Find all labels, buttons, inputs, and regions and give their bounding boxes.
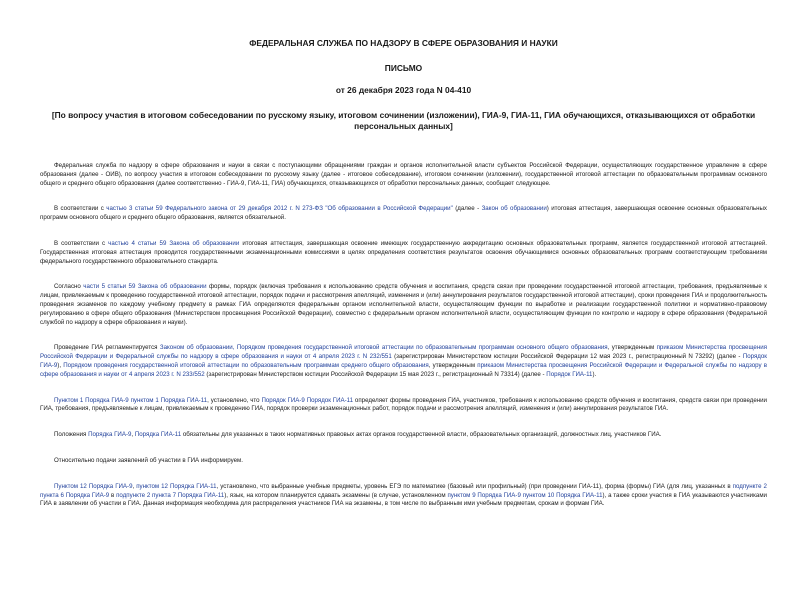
order-link[interactable]: Порядка ГИА-11 bbox=[134, 431, 182, 439]
paragraph-text: (зарегистрирован Министерством юстиции Российской Федерации 12 мая 2023 г., регистрационный N 73292) (далее - bbox=[391, 353, 743, 361]
paragraph-mandatory bbox=[40, 431, 767, 440]
paragraph-regulation bbox=[40, 344, 767, 379]
order-link[interactable]: приказом Министерства просвещения Российской Федерации и Федеральной службы по надзору в сфере образования и науки от 4 апреля 2023 г. N 233/552 bbox=[40, 361, 767, 378]
document-body bbox=[40, 162, 767, 509]
document-page bbox=[0, 38, 807, 609]
paragraph-subjects bbox=[40, 483, 767, 509]
law-link[interactable]: Закон об образовании bbox=[481, 205, 547, 213]
paragraph-text: , утвержденным bbox=[607, 344, 657, 352]
document-type: ПИСЬМО bbox=[384, 63, 423, 73]
paragraph-text: , bbox=[132, 482, 137, 490]
paragraph-text: ), bbox=[57, 361, 64, 369]
order-link[interactable]: Пунктом 12 Порядка ГИА-9 bbox=[54, 482, 133, 490]
paragraph-text: формы, порядок (включая требования к использованию средств обучения и воспитания, средств связи при проведении государственной итоговой аттестации, требования, предъявляемые к лицам, привлекаемым к проведению государственной итоговой аттестации, порядок подачи и рассмотрения апелляций, изменения и (или) аннулирования результатов государственной итоговой аттестации), сроки проведения ГИА и продолжительность проведения экзаменов по каждому учебному предмету в рамках ГИА определяются федеральным органом исполнительной власти, осуществляющим функции по выработке и реализации государственной политики и нормативно-правовому регулированию в сфере общего образования (Министерством просвещения Российской Федерации), совместно с федеральным органом исполнительной власти, осуществляющим функции по контролю и надзору в сфере образования (Федеральной службой по надзору в сфере образования и науки). bbox=[40, 283, 767, 326]
paragraph-law-part4 bbox=[40, 240, 767, 266]
order-link[interactable]: Порядком проведения государственной итоговой аттестации по образовательным программам среднего общего образования bbox=[63, 361, 429, 369]
paragraph-text: Федеральная служба по надзору в сфере образования и науки в связи с поступающими обращениями граждан и органов исполнительной власти субъектов Российской Федерации, осуществляющих государственное управление в сфере образования (далее - ОИВ), по вопросу участия в итоговом собеседовании по русскому языку (далее - итоговое собеседование), итоговом сочинении (изложении), государственной итоговой аттестации по образовательным программам основного общего и среднего общего образования (далее соответственно - ГИА-9, ГИА-11, ГИА) обучающихся, отказывающихся от обработки персональных данных, сообщает следующее. bbox=[40, 162, 767, 187]
law-link[interactable]: частью 4 статьи 59 Закона об образовании bbox=[108, 239, 240, 247]
paragraph-text: обязательны для указанных в таких нормативных правовых актах органов государственной власти, образовательных организаций, должностных лиц, участников ГИА. bbox=[181, 431, 662, 439]
order-link[interactable]: Порядка ГИА-9 bbox=[88, 431, 132, 439]
agency-title: ФЕДЕРАЛЬНАЯ СЛУЖБА ПО НАДЗОРУ В СФЕРЕ ОБРАЗОВАНИЯ И НАУКИ bbox=[249, 38, 558, 48]
paragraph-text: , установлено, что выбранные учебные предметы, уровень ЕГЭ по математике (базовый или профильный) (при проведении ГИА-11), форма (формы) ГИА (для лиц, указанных в bbox=[216, 482, 733, 490]
paragraph-text: В соответствии с bbox=[54, 239, 109, 247]
paragraph-text: ), а также сроки участия в ГИА указываются участниками ГИА в заявлении об участии в ГИА. Данная информация необходима для распределения участников ГИА на экзамены, в том числе по выбранным ими учебным предметам, срокам и формам ГИА. bbox=[40, 491, 767, 508]
order-link[interactable]: Порядок ГИА-11 bbox=[306, 396, 354, 404]
paragraph-text: (далее - bbox=[452, 205, 482, 213]
paragraph-text: ). bbox=[592, 370, 597, 378]
paragraph-text: Проведение ГИА регламентируется bbox=[54, 344, 160, 352]
paragraph-law-part5 bbox=[40, 283, 767, 327]
paragraph-text: Положения bbox=[54, 431, 89, 439]
order-link[interactable]: подпункте 2 пункта 7 Порядка ГИА-11 bbox=[116, 491, 225, 499]
order-link[interactable]: подпункте 2 пункта 6 Порядка ГИА-9 bbox=[40, 482, 767, 499]
paragraph-law-part3 bbox=[40, 205, 767, 223]
paragraph-text: ) итоговая аттестация, завершающая освоение основных образовательных программ основного общего и среднего общего образования, является обязательной. bbox=[40, 205, 768, 222]
paragraph-scope bbox=[40, 397, 767, 415]
order-link[interactable]: приказом Министерства просвещения Российской Федерации и Федеральной службы по надзору в сфере образования и науки от 4 апреля 2023 г. N 232/551 bbox=[40, 344, 767, 361]
paragraph-text: , утвержденным bbox=[428, 361, 478, 369]
paragraph-text: ), язык, на котором планируется сдавать экзамены (в случае, установленном bbox=[224, 491, 448, 499]
paragraph-text: Согласно bbox=[54, 283, 84, 291]
paragraph-intro bbox=[40, 162, 767, 188]
order-link[interactable]: пунктом 10 Порядка ГИА-11 bbox=[522, 491, 603, 499]
paragraph-applications bbox=[40, 457, 767, 466]
law-link[interactable]: части 5 статьи 59 Закона об образовании bbox=[83, 283, 207, 291]
paragraph-text: определяет формы проведения ГИА, участников, требования к использованию средств обучения и воспитания, средств связи при проведении ГИА, требования, предъявляемые к лицам, привлекаемым к проведению ГИА, порядок проверки экзаменационных работ, порядок подачи и рассмотрения апелляций, изменения и (или) аннулирования результатов ГИА. bbox=[40, 396, 767, 413]
order-link[interactable]: пунктом 1 Порядка ГИА-11 bbox=[130, 396, 208, 404]
document-date-number: от 26 декабря 2023 года N 04-410 bbox=[335, 85, 472, 95]
paragraph-text: , установлено, что bbox=[207, 396, 262, 404]
order-link[interactable]: Порядок ГИА-9 bbox=[40, 353, 767, 369]
law-link[interactable]: Законом об образовании, Порядком проведения государственной итоговой аттестации по образовательным программам основного общего образования bbox=[159, 344, 608, 352]
paragraph-text: Относительно подачи заявлений об участии в ГИА информируем. bbox=[54, 456, 243, 464]
order-link[interactable]: Порядок ГИА-9 bbox=[261, 396, 305, 404]
paragraph-text: (зарегистрирован Министерством юстиции Российской Федерации 15 мая 2023 г., регистрационный N 73314) (далее - bbox=[204, 370, 547, 378]
order-link[interactable]: пунктом 12 Порядка ГИА-11 bbox=[136, 482, 217, 490]
law-link[interactable]: частью 3 статьи 59 Федерального закона от 29 декабря 2012 г. N 273-ФЗ "Об образовании в Российской Федерации" bbox=[106, 205, 453, 213]
order-link[interactable]: Порядок ГИА-11 bbox=[546, 370, 593, 378]
paragraph-text: в bbox=[109, 491, 117, 499]
order-link[interactable]: пунктом 9 Порядка ГИА-9 bbox=[447, 491, 521, 499]
paragraph-text: итоговая аттестация, завершающая освоение имеющих государственную аккредитацию основных образовательных программ, является государственной итоговой аттестацией. Государственная итоговая аттестация проводится государственными экзаменационными комиссиями в целях определения соответствия результатов освоения обучающимися основных образовательных программ соответствующим требованиям федерального государственного образовательного стандарта. bbox=[40, 239, 768, 265]
document-subject: [По вопросу участия в итоговом собеседовании по русскому языку, итоговом сочинении (изложении), ГИА-9, ГИА-11, ГИА обучающихся, отказывающихся от обработки персональных данных] bbox=[51, 110, 756, 131]
paragraph-text: , bbox=[131, 431, 135, 439]
order-link[interactable]: Пунктом 1 Порядка ГИА-9 bbox=[54, 396, 129, 404]
paragraph-text: В соответствии с bbox=[54, 205, 107, 213]
